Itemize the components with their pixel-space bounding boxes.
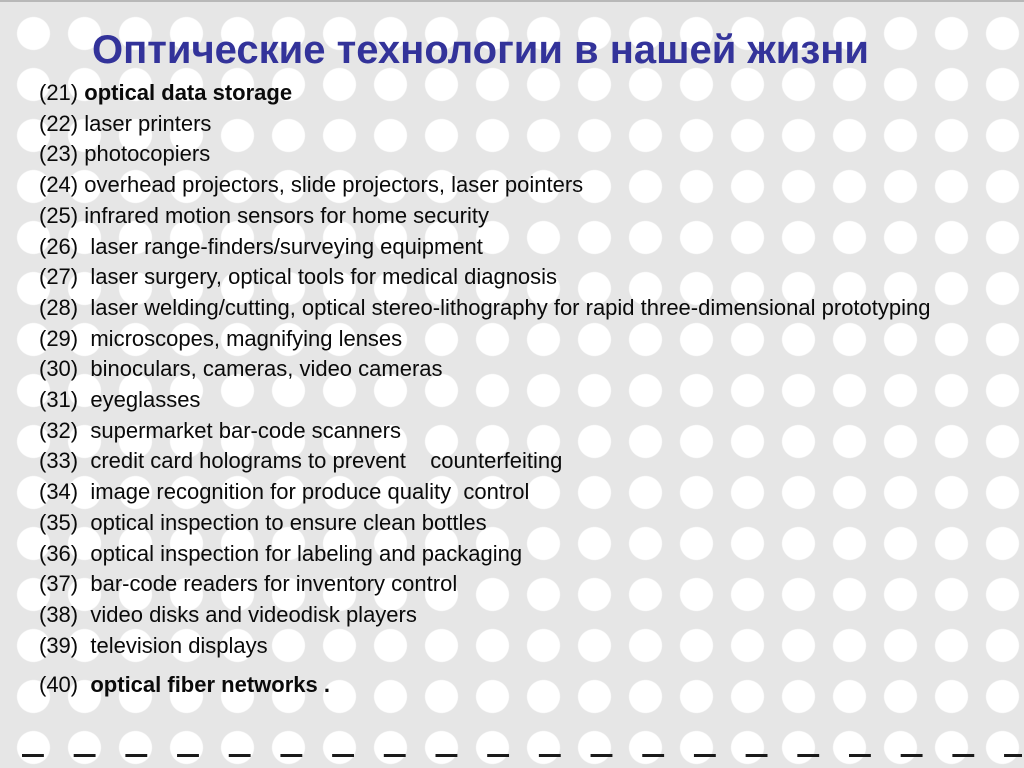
list-item	[39, 477, 999, 508]
list-item	[39, 539, 999, 570]
item-text: photocopiers	[84, 141, 211, 167]
list-item	[39, 446, 999, 477]
list-item	[39, 385, 999, 416]
list-item	[39, 600, 999, 631]
item-number: (30)	[39, 356, 91, 382]
item-number: (28)	[39, 294, 91, 320]
item-text: optical inspection for labeling and packaging	[90, 540, 523, 566]
item-text: credit card holograms to prevent counterfeiting	[90, 448, 563, 474]
item-number: (40)	[39, 672, 91, 698]
dashed-divider	[22, 754, 1022, 757]
list-item	[39, 232, 999, 263]
list-item	[39, 262, 999, 293]
item-text: optical fiber networks .	[90, 672, 330, 698]
list-item	[39, 78, 999, 109]
item-number: (35)	[39, 509, 91, 535]
item-number: (26)	[39, 233, 91, 259]
item-text: optical inspection to ensure clean bottles	[90, 509, 487, 535]
list-item	[39, 170, 999, 201]
list-item	[39, 293, 999, 324]
item-text: infrared motion sensors for home security	[84, 202, 489, 228]
list-item	[39, 324, 999, 355]
slide-title: Оптические технологии в нашей жизни	[92, 28, 870, 72]
list-item	[39, 508, 999, 539]
list-item	[39, 569, 999, 600]
item-text: laser printers	[84, 110, 212, 136]
list-item	[39, 201, 999, 232]
item-text: laser welding/cutting, optical stereo-lithography for rapid three-dimensional prototyping	[90, 294, 931, 320]
item-number: (34)	[39, 479, 91, 505]
item-text: optical data storage	[84, 80, 293, 105]
item-text: video disks and videodisk players	[90, 601, 417, 627]
list-item	[39, 416, 999, 447]
item-number: (21)	[39, 80, 85, 105]
item-number: (36)	[39, 540, 91, 566]
item-text: bar-code readers for inventory control	[90, 571, 458, 597]
item-number: (23)	[39, 141, 85, 167]
item-number: (27)	[39, 264, 91, 290]
item-text: eyeglasses	[90, 387, 201, 413]
item-text: supermarket bar-code scanners	[90, 417, 401, 443]
list-item	[39, 354, 999, 385]
list-item	[39, 139, 999, 170]
list-item	[39, 109, 999, 140]
item-text: overhead projectors, slide projectors, laser pointers	[84, 172, 584, 198]
item-text: laser surgery, optical tools for medical diagnosis	[90, 264, 558, 290]
item-text: microscopes, magnifying lenses	[90, 325, 403, 351]
item-number: (25)	[39, 202, 85, 228]
item-number: (37)	[39, 571, 91, 597]
item-number: (33)	[39, 448, 91, 474]
item-number: (24)	[39, 172, 85, 198]
item-number: (32)	[39, 417, 91, 443]
item-number: (29)	[39, 325, 91, 351]
item-text: binoculars, cameras, video cameras	[90, 356, 443, 382]
item-number: (38)	[39, 601, 91, 627]
list-item	[39, 670, 999, 701]
technology-list	[39, 78, 999, 701]
item-number: (39)	[39, 632, 91, 658]
item-text: television displays	[90, 632, 268, 658]
item-number: (22)	[39, 110, 85, 136]
item-text: image recognition for produce quality control	[90, 479, 530, 505]
top-border	[0, 0, 1024, 2]
item-text: laser range-finders/surveying equipment	[90, 233, 483, 259]
item-number: (31)	[39, 387, 91, 413]
list-item	[39, 631, 999, 662]
